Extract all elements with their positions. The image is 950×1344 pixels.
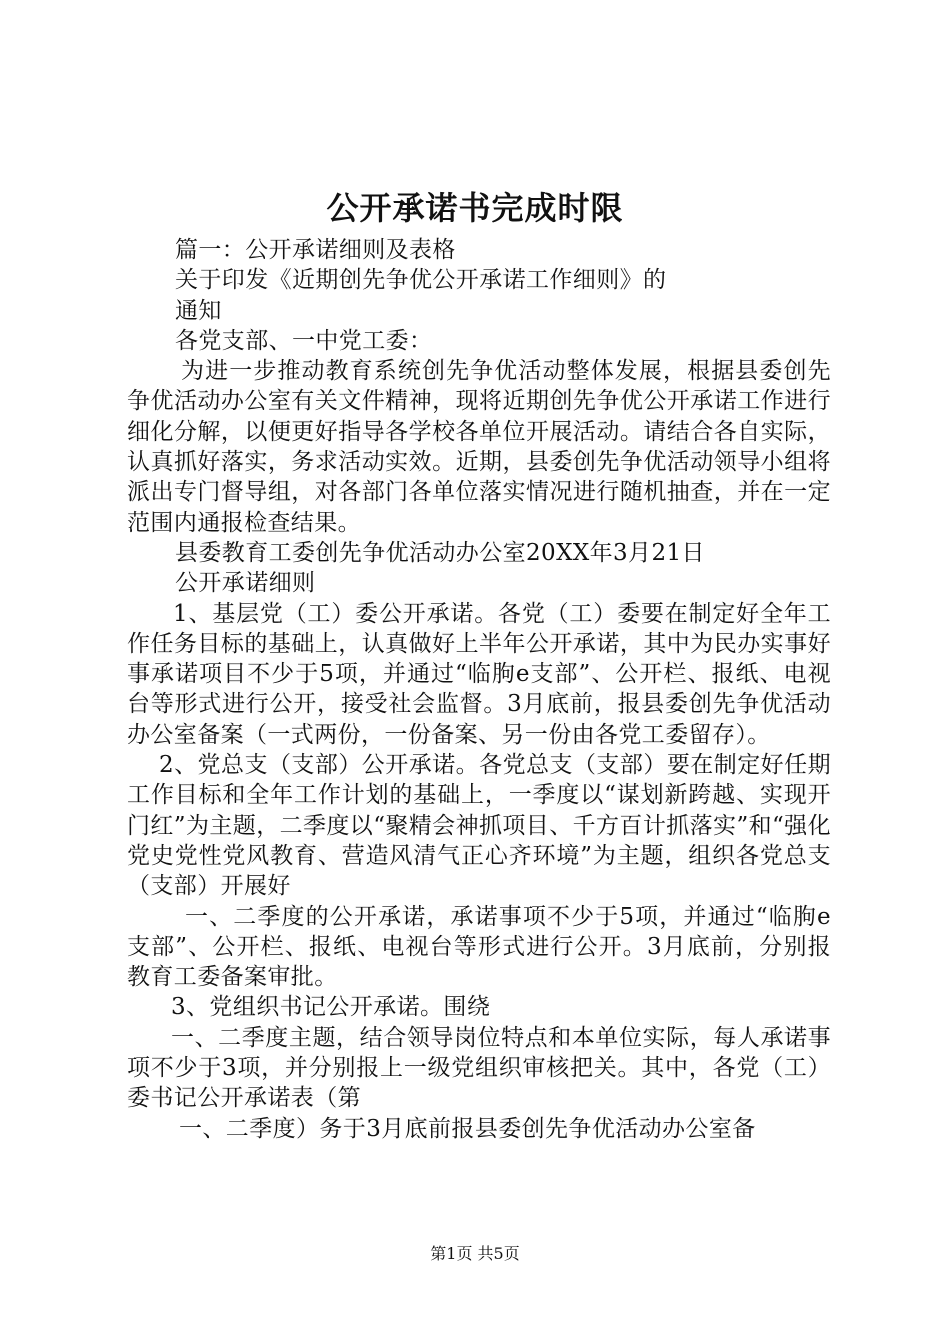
paragraph-rule-3-tail: 一、二季度）务于3月底前报县委创先争优活动办公室备 <box>179 1115 756 1142</box>
page-number-footer: 第1页 共5页 <box>430 1244 520 1263</box>
paragraph-salutation: 各党支部、一中党工委： <box>175 327 433 354</box>
paragraph-rule-1: 1、基层党（工）委公开承诺。各党（工）委要在制定好全年工作任务目标的基础上，认真做好上半年公开承诺，其中为民办实事好事承诺项目不少于5项，并通过“临朐e支部”、公开栏、报纸、电视台等形式进行公开，接受社会监督。3月底前，报县委创先争优活动办公室备案（一式两份，一份备案、另一份由各党工委留存）。 <box>127 600 831 748</box>
paragraph-rule-3: 3、党组织书记公开承诺。围绕 <box>171 994 491 1021</box>
paragraph-rules-heading: 公开承诺细则 <box>175 570 316 597</box>
paragraph-rule-2-cont: 一、二季度的公开承诺，承诺事项不少于5项，并通过“临朐e支部”、公开栏、报纸、电视台等形式进行公开。3月底前，分别报教育工委备案审批。 <box>127 903 831 991</box>
document-title: 公开承诺书完成时限 <box>326 189 624 227</box>
paragraph-rule-3-cont: 一、二季度主题，结合领导岗位特点和本单位实际，每人承诺事项不少于3项，并分别报上一级党组织审核把关。其中，各党（工）委书记公开承诺表（第 <box>127 1024 831 1112</box>
paragraph-intro: 为进一步推动教育系统创先争优活动整体发展，根据县委创先争优活动办公室有关文件精神，现将近期创先争优公开承诺工作进行细化分解，以便更好指导各学校各单位开展活动。请结合各自实际，认真抓好落实，务求活动实效。近期，县委创先争优活动领导小组将派出专门督导组，对各部门各单位落实情况进行随机抽查，并在一定范围内通报检查结果。 <box>127 358 831 536</box>
paragraph-notice-title: 关于印发《近期创先争优公开承诺工作细则》的 <box>175 267 667 294</box>
document-body <box>127 235 831 1144</box>
paragraph-rule-2: 2、党总支（支部）公开承诺。各党总支（支部）要在制定好任期工作目标和全年工作计划的基础上，一季度以“谋划新跨越、实现开门红”为主题，二季度以“聚精会神抓项目、千方百计抓落实”和“强化党史党性党风教育、营造风清气正心齐环境”为主题，组织各党总支（支部）开展好 <box>127 752 831 900</box>
paragraph-signature-date: 县委教育工委创先争优活动办公室20XX年3月21日 <box>175 539 705 566</box>
paragraph-section-heading: 篇一：公开承诺细则及表格 <box>175 237 456 263</box>
paragraph-notice-title-cont: 通知 <box>175 297 222 324</box>
